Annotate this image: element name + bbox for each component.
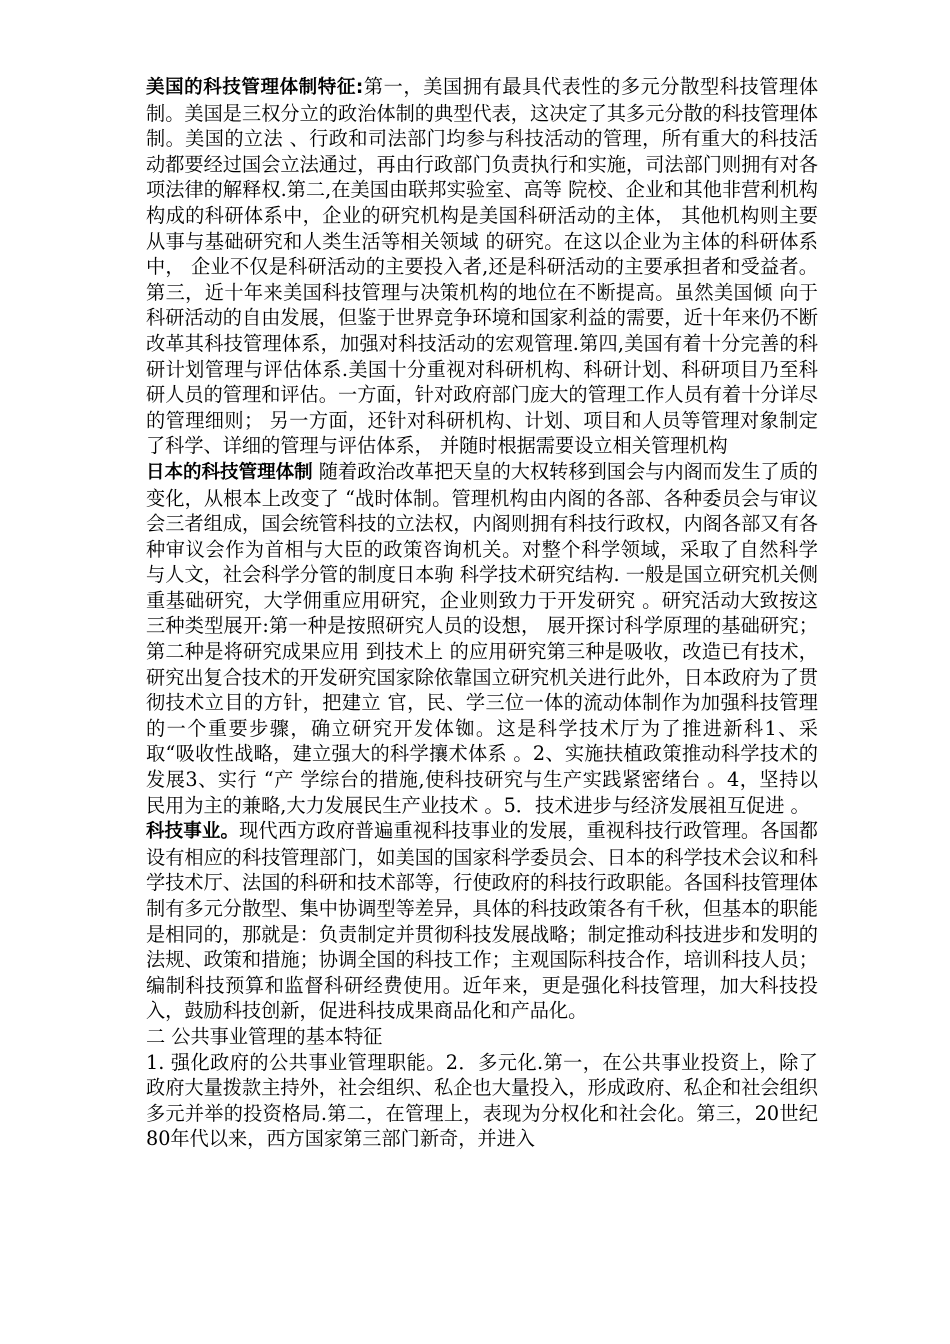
document-page bbox=[146, 74, 818, 1152]
us-heading: 美国的科技管理体制特征: bbox=[146, 77, 364, 98]
japan-body: 随着政治改革把天皇的大权转移到国会与内阁而发生了质的变化，从根本上改变了 “战时体制。管理机构由内阁的各部、各种委员会与审议会三者组成，国会统管科技的立法权，内阁则拥有科技行政权，内阁各部又有各种审议会作为首相与大臣的政策咨询机关。对整个科学领域，采取了自然科学 与人文，社会科学分管的制度日本驹 科学技术研究结构. 一般是国立研究机关侧重基础研究，大学佣重应用研究，企业则致力于开发研究 。研究活动大致按这三种类型展开:第一种是按照研究人员的设想， 展开探讨科学原理的基础研究；第二种是将研究成果应用 到技术上 的应用研究第三种是吸收，改造已有技术，研究出复合技术的开发研究国家除依靠国立研究机关进行此外，日本政府为了贯彻技术立目的方针，把建立 官，民、学三位一体的流动体制作为加强科技管理的一个重要步骤，确立研究开发体铷。这是科学技术厅为了推进新科1、采取“吸收性战略，建立强大的科学攘术体系 。2、实施扶植政策推动科学技术的发展3、实行 “产 学综台的措施,使科技研究与生产实践紧密绪台 。4，坚持以民用为主的兼略,大力发展民生产业技术 。5．技术进步与经济发展祖互促进 。 bbox=[146, 459, 818, 817]
us-body: 第一，美国拥有最具代表性的多元分散型科技管理体制。美国是三权分立的政治体制的典型代表，这决定了其多元分散的科技管理体制。美国的立法 、行政和司法部门均参与科技活动的管理，所有重大的科技活动都要经过国会立法通过，再由行政部门负责执行和实施，司法部门则拥有对各项法律的解释权.第二,在美国由联邦实验室、高等 院校、企业和其他非营利机构构成的科研体系中，企业的研究机构是美国科研活动的主体， 其他机构则主要从事与基础研究和人类生活等相关领域 的研究。在这以企业为主体的科研体系中， 企业不仅是科研活动的主要投入者,还是科研活动的主要承担者和受益者。第三，近十年来美国科技管理与决策机构的地位在不断提高。虽然美国倾 向于科研活动的自由发展，但鉴于世界竞争环境和国家利益的需要，近十年来仍不断改革其科技管理体系，加强对科技活动的宏观管理.第四,美国有着十分完善的科研计划管理与评估体系.美国十分重视对科研机构、科研计划、科研项目乃至科研人员的管理和评估。一方面，针对政府部门庞大的管理工作人员有着十分详尽的管理细则； 另一方面，还针对科研机构、计划、项目和人员等管理对象制定了科学、详细的管理与评估体系， 并随时根据需要设立相关管理机构 bbox=[146, 75, 819, 458]
keji-body: 现代西方政府普遍重视科技事业的发展，重视科技行政管理。各国都设有相应的科技管理部门，如美国的国家科学委员会、日本的科学技术会议和科学技术厅、法国的科研和技术部等，行使政府的科技行政职能。各国科技管理体制有多元分散型、集中协调型等差异，具体的科技政策各有千秋，但基本的职能是相同的，那就是：负责制定并贯彻科技发展战略；制定推动科技进步和发明的法规、政策和措施；协调全国的科技工作；主观国际科技合作，培训科技人员；编制科技预算和监督科研经费使用。近年来，更是强化科技管理，加大科技投入，鼓励科技创新，促进科技成果商品化和产品化。 bbox=[146, 819, 818, 1023]
keji-paragraph bbox=[146, 818, 818, 1024]
keji-heading: 科技事业。 bbox=[146, 821, 240, 843]
japan-paragraph bbox=[146, 459, 818, 818]
japan-heading: 日本的科技管理体制 bbox=[146, 461, 313, 483]
section2-title: 二 公共事业管理的基本特征 bbox=[146, 1024, 383, 1048]
us-paragraph bbox=[146, 74, 818, 459]
section2-paragraph: 1. 强化政府的公共事业管理职能。2．多元化.第一，在公共事业投资上，除了政府大量拨款主持外，社会组织、私企也大量投入，形成政府、私企和社会组织多元并举的投资格局.第二，在管理上，表现为分权化和社会化。第三，20世纪80年代以来，西方国家第三部门新奇，并进入 bbox=[146, 1050, 818, 1151]
